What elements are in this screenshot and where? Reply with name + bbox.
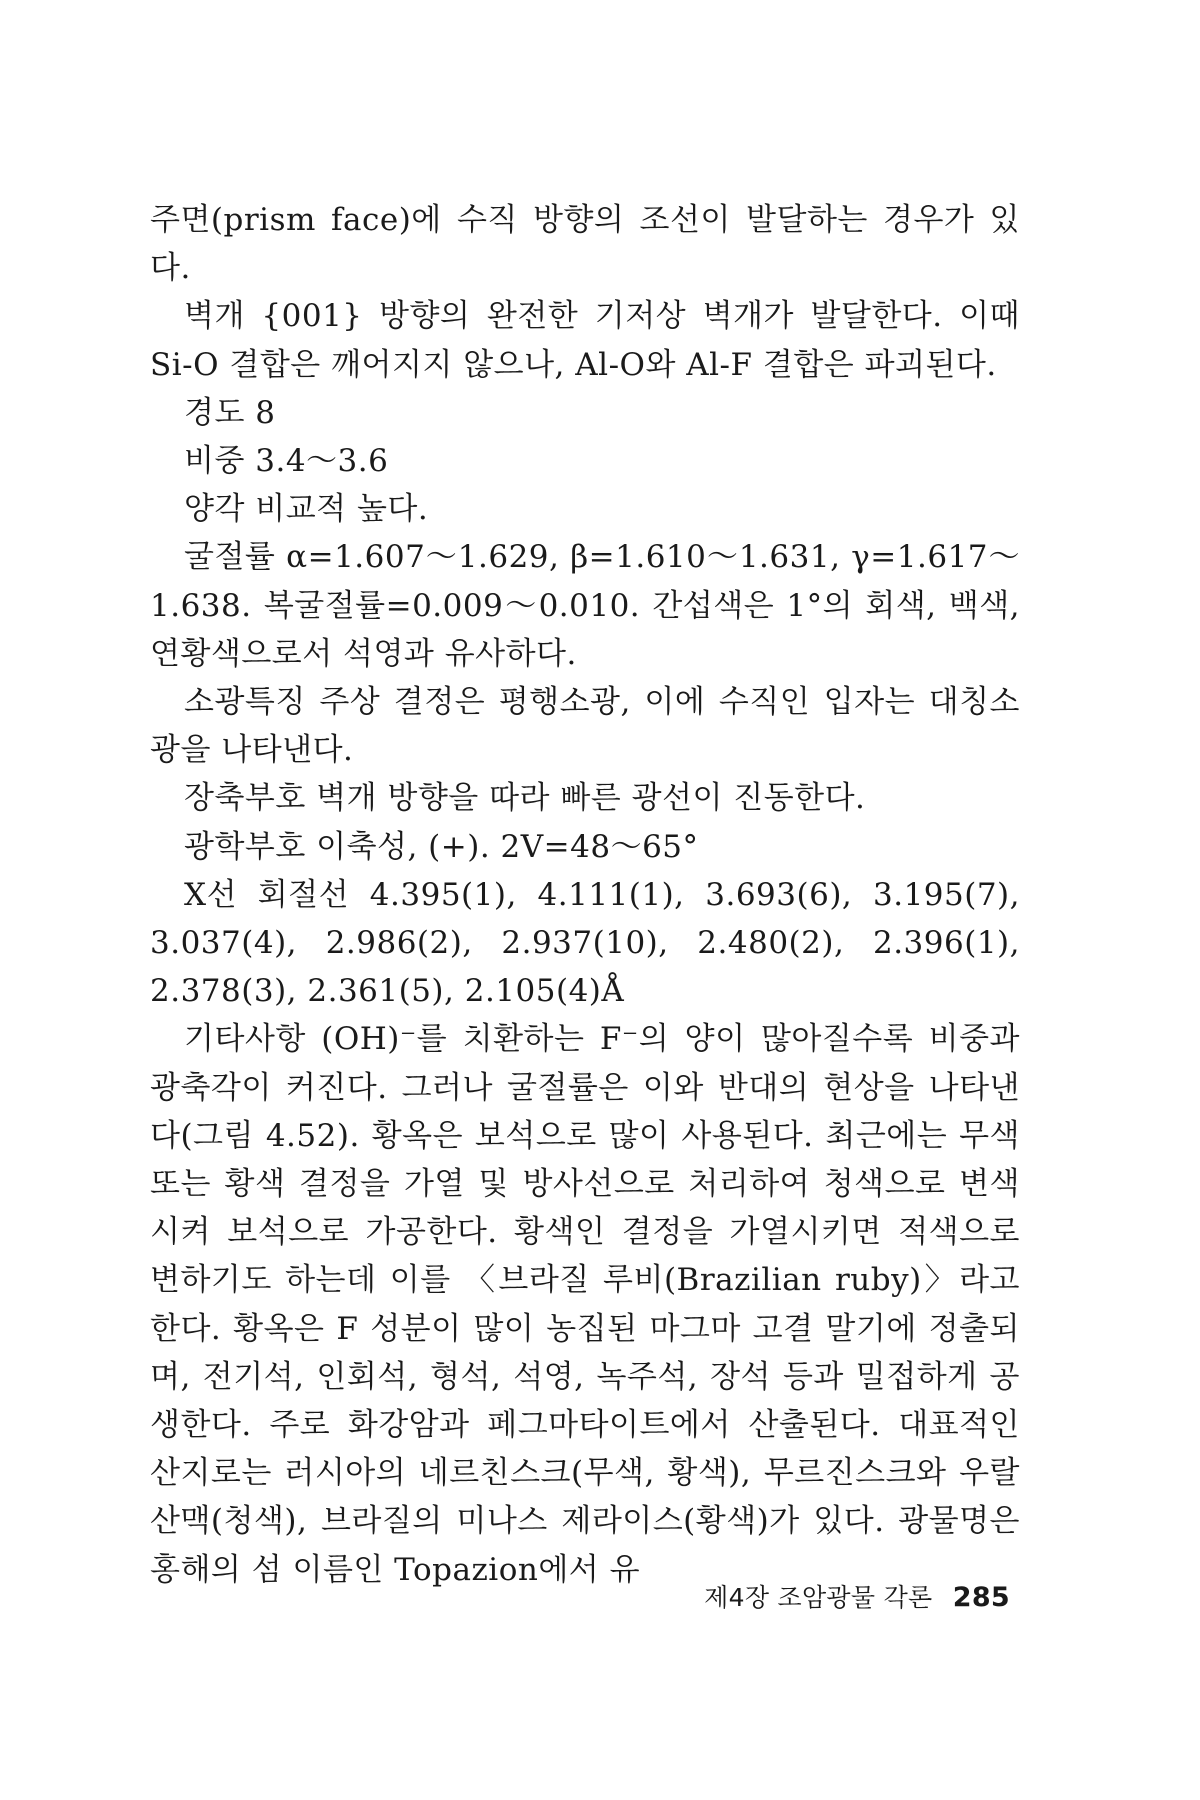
page-number: 285 (952, 1582, 1010, 1613)
paragraph-elongation-sign: 장축부호 벽개 방향을 따라 빠른 광선이 진동한다. (184, 780, 866, 817)
body-text (150, 196, 1020, 1594)
paragraph-refractive-index: 굴절률 α=1.607～1.629, β=1.610～1.631, γ=1.617～1.638. 복굴절률=0.009～0.010. 간섭색은 1°의 회색, 백색, 연황색으로서 석영과 유사하다. (150, 539, 1020, 672)
paragraph-prism-face: 주면(prism face)에 수직 방향의 조선이 발달하는 경우가 있다. (150, 202, 1020, 287)
paragraph-other-notes: 기타사항 (OH)⁻를 치환하는 F⁻의 양이 많아질수록 비중과 광축각이 커진다. 그러나 굴절률은 이와 반대의 현상을 나타낸다(그림 4.52). 황옥은 보석으로 많이 사용된다. 최근에는 무색 또는 황색 결정을 가열 및 방사선으로 처리하여 청색으로 변색시켜 보석으로 가공한다. 황색인 결정을 가열시키면 적색으로 변하기도 하는데 이를 〈브라질 루비(Brazilian ruby)〉라고 한다. 황옥은 F 성분이 많이 농집된 마그마 고결 말기에 정출되며, 전기석, 인회석, 형석, 석영, 녹주석, 장석 등과 밀접하게 공생한다. 주로 화강암과 페그마타이트에서 산출된다. 대표적인 산지로는 러시아의 네르친스크(무색, 황색), 무르진스크와 우랄산맥(청색), 브라질의 미나스 제라이스(황색)가 있다. 광물명은 홍해의 섬 이름인 Topazion에서 유 (150, 1021, 1020, 1588)
paragraph-xray-lines: X선 회절선 4.395(1), 4.111(1), 3.693(6), 3.195(7), 3.037(4), 2.986(2), 2.937(10), 2.480(2), 2.396(1), 2.378(3), 2.361(5), 2.105(4)Å (150, 876, 1020, 1010)
paragraph-relief: 양각 비교적 높다. (184, 491, 429, 528)
paragraph-cleavage: 벽개 {001} 방향의 완전한 기저상 벽개가 발달한다. 이때 Si-O 결합은 깨어지지 않으나, Al-O와 Al-F 결합은 파괴된다. (150, 298, 1020, 383)
page-footer (704, 1578, 1010, 1614)
chapter-title: 제4장 조암광물 각론 (704, 1583, 933, 1612)
paragraph-extinction: 소광특징 주상 결정은 평행소광, 이에 수직인 입자는 대칭소광을 나타낸다. (150, 684, 1020, 769)
paragraph-hardness: 경도 8 (184, 394, 276, 431)
paragraph-specific-gravity: 비중 3.4～3.6 (184, 443, 389, 480)
paragraph-optic-sign: 광학부호 이축성, (+). 2V=48～65° (184, 828, 699, 865)
